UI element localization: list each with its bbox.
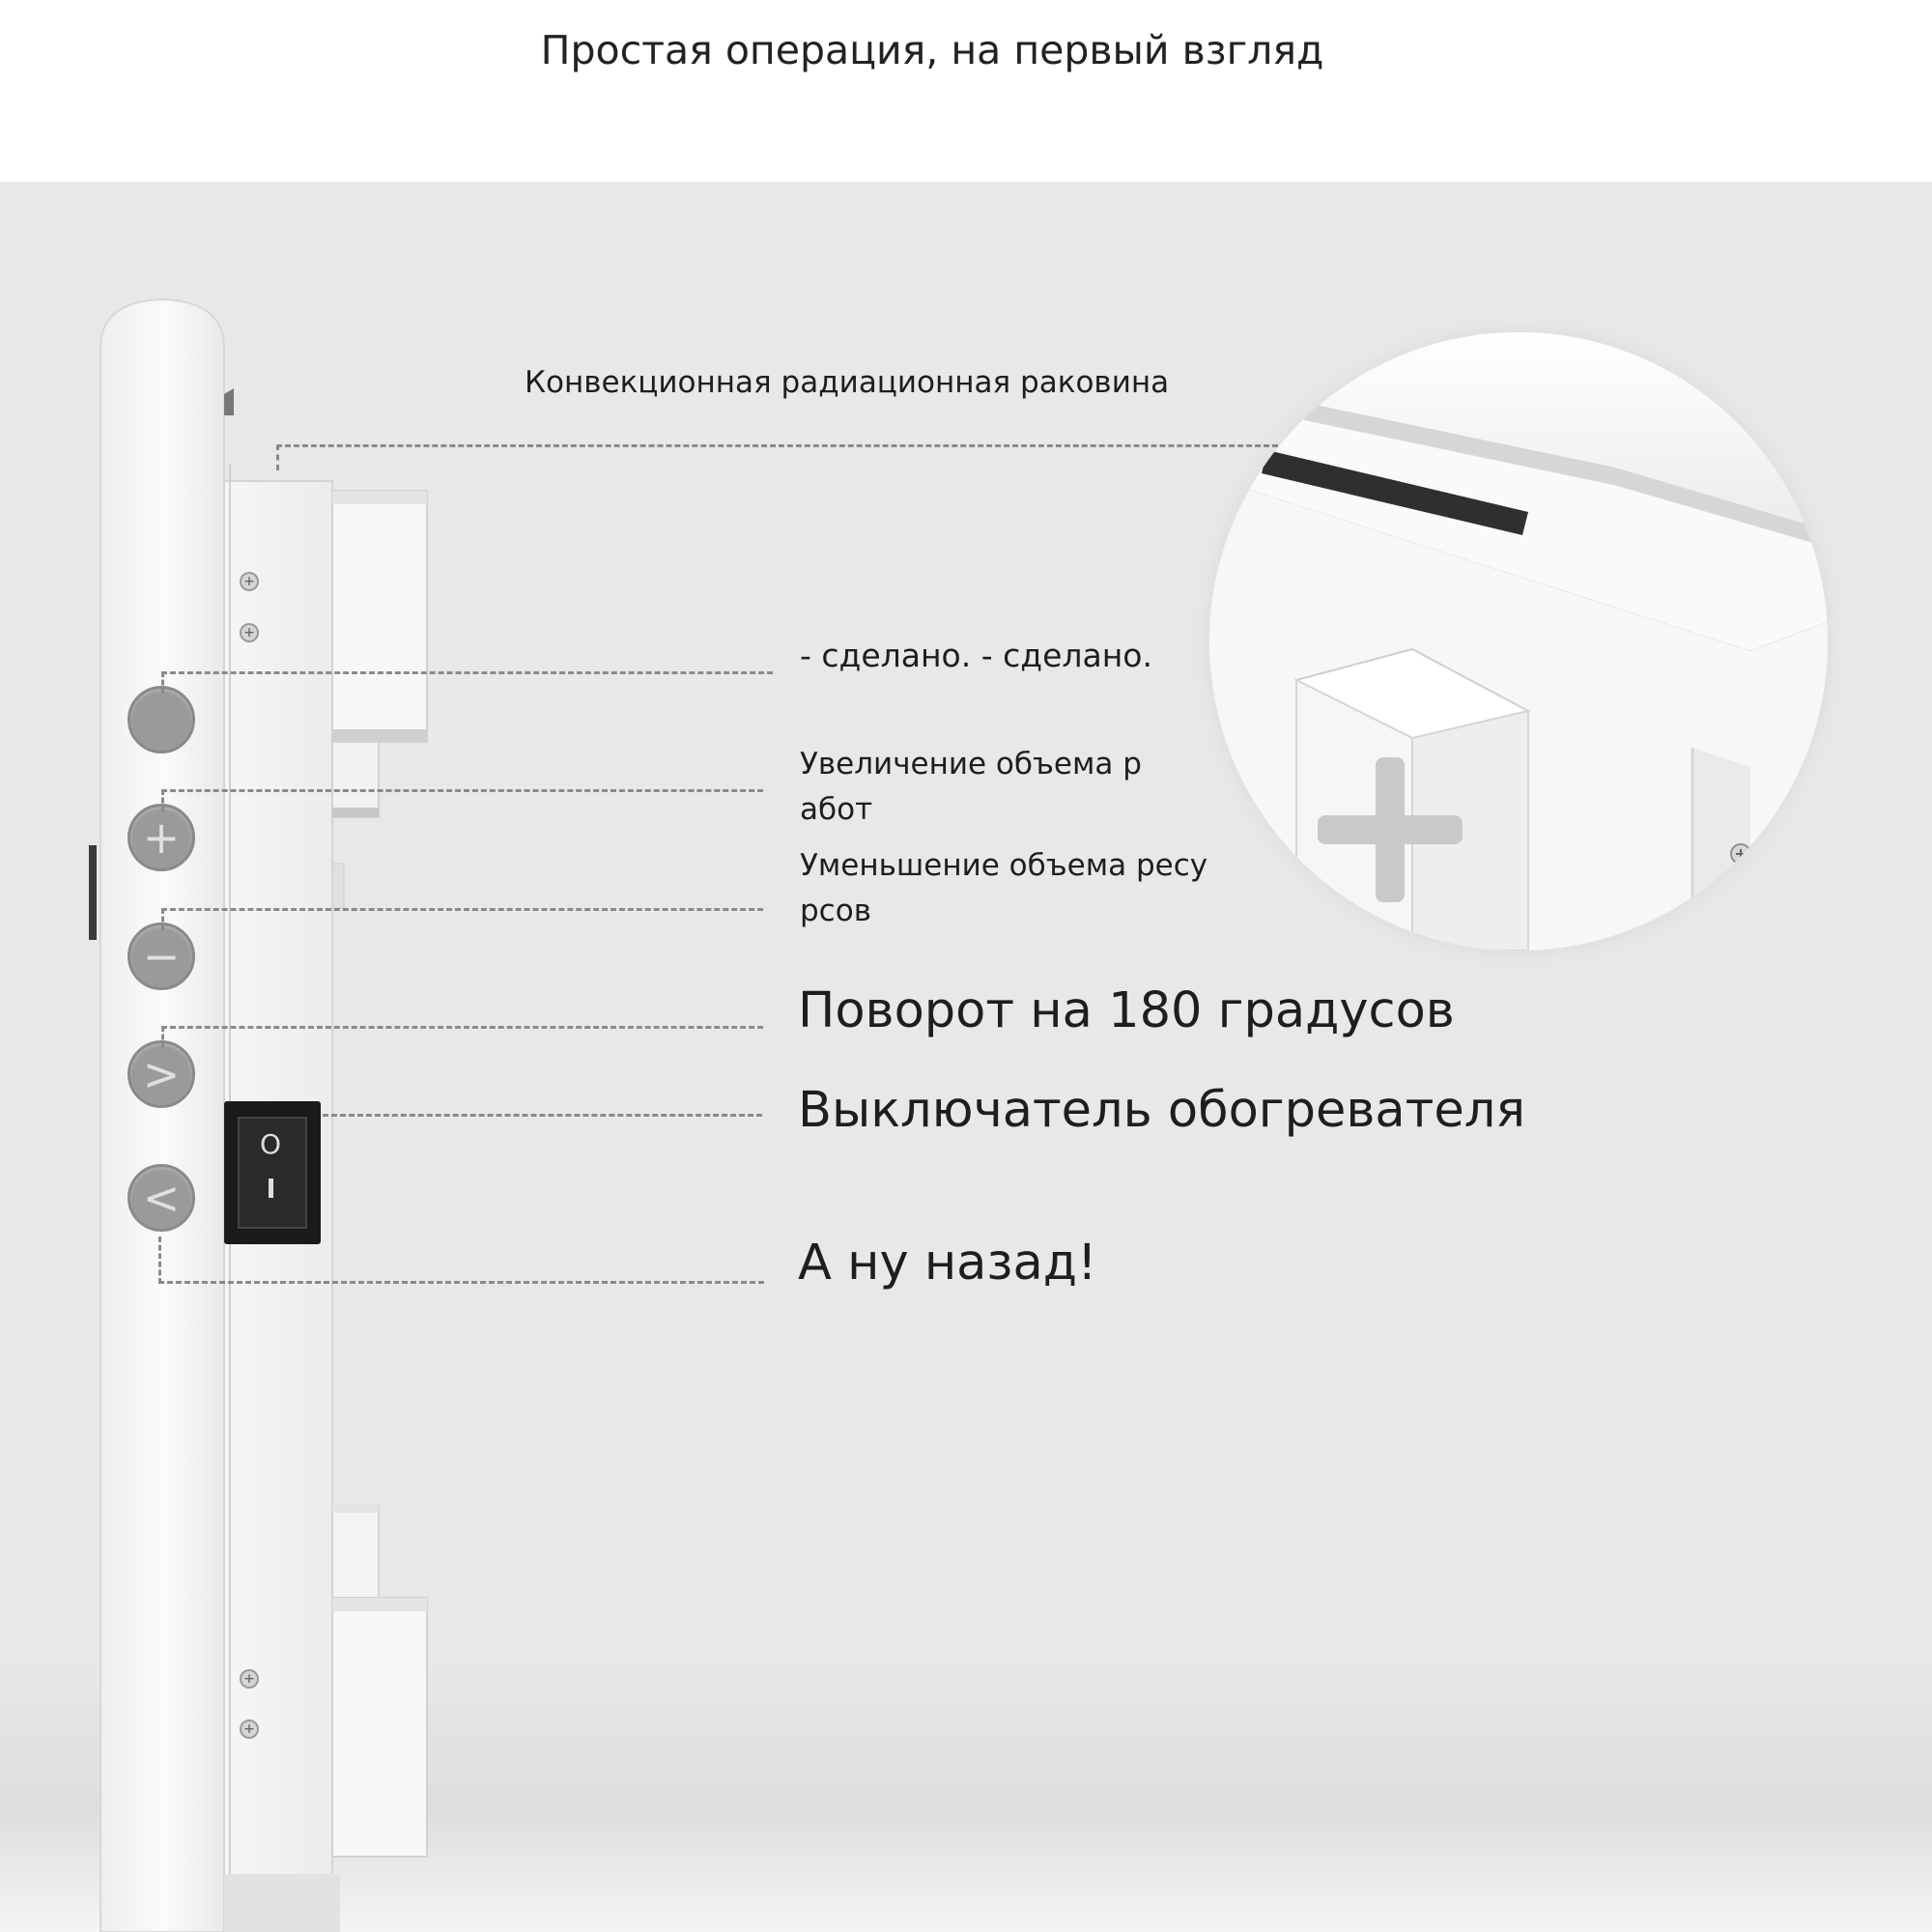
screw-icon: + xyxy=(240,623,259,642)
switch-off-mark xyxy=(269,1179,273,1198)
screw-icon: + xyxy=(240,572,259,591)
convection-sink-detail xyxy=(1209,332,1828,951)
back-button[interactable] xyxy=(128,1164,195,1232)
heater-power-switch[interactable] xyxy=(224,1101,321,1244)
label-increase-line2: абот xyxy=(800,792,873,827)
label-decrease-line2: рсов xyxy=(800,894,871,928)
label-rotate: Поворот на 180 градусов xyxy=(798,982,1455,1039)
leader-line-switch xyxy=(323,1114,762,1117)
chevron-right-icon: > xyxy=(142,1048,181,1100)
increase-button[interactable] xyxy=(128,804,195,871)
plus-icon: + xyxy=(142,811,181,864)
screw-icon: + xyxy=(240,1669,259,1689)
minus-icon: − xyxy=(142,930,181,982)
page-title: Простая операция, на первый взгляд xyxy=(540,27,1324,73)
screw-icon: + xyxy=(240,1719,259,1739)
leader-line-decrease xyxy=(161,908,763,930)
label-back: А ну назад! xyxy=(798,1235,1097,1292)
top-bracket-outer xyxy=(332,491,427,742)
side-handle-mark xyxy=(89,845,97,940)
label-increase-line1: Увеличение объема р xyxy=(800,747,1142,781)
decrease-button[interactable] xyxy=(128,923,195,990)
sink-detail-illustration xyxy=(1209,332,1828,951)
leader-line-convection xyxy=(276,444,1278,470)
next-button[interactable] xyxy=(128,1040,195,1108)
label-convection-sink: Конвекционная радиационная раковина xyxy=(525,365,1170,400)
leader-line-increase xyxy=(161,789,763,811)
heater-front-edge xyxy=(100,299,224,1932)
label-done: - сделано. - сделано. xyxy=(800,637,1152,674)
switch-on-mark: O xyxy=(259,1128,282,1160)
label-decrease-line1: Уменьшение объема ресу xyxy=(800,848,1208,883)
leader-line-back xyxy=(158,1236,764,1284)
power-button[interactable] xyxy=(128,686,195,753)
chevron-left-icon: < xyxy=(142,1172,181,1224)
leader-line-done xyxy=(161,671,773,694)
label-power-switch: Выключатель обогревателя xyxy=(798,1082,1525,1139)
bottom-bracket-outer xyxy=(332,1598,427,1857)
leader-line-rotate xyxy=(161,1026,763,1048)
switch-rocker xyxy=(238,1117,307,1229)
bottom-bracket-inner xyxy=(332,1505,379,1609)
